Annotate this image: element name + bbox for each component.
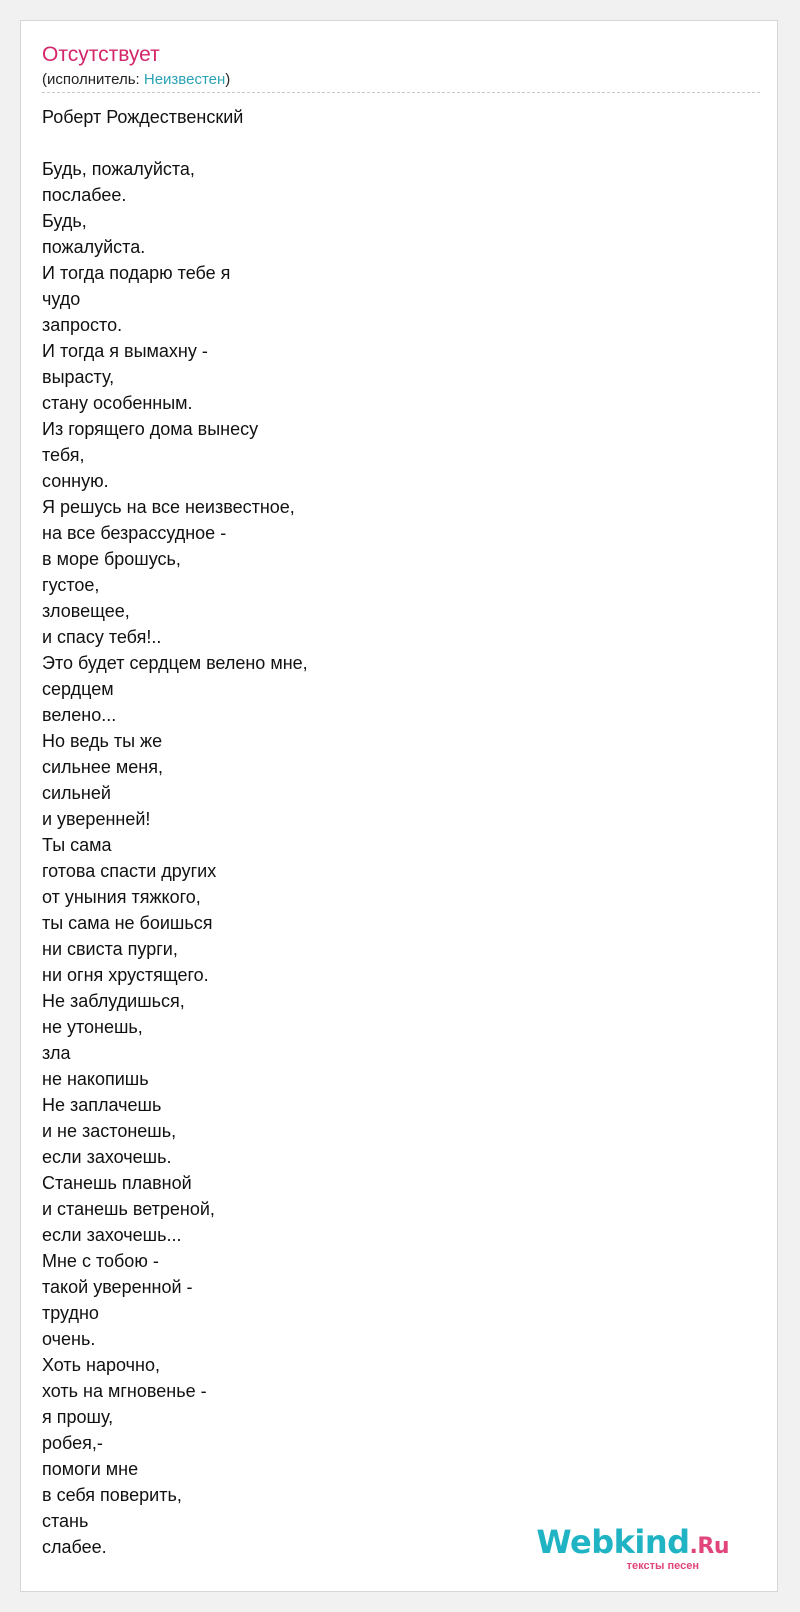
lyric-line: стань	[42, 1511, 89, 1531]
lyric-line: Из горящего дома вынесу	[42, 419, 259, 439]
lyric-line: на все безрассудное -	[42, 523, 227, 543]
lyric-line: в себя поверить,	[42, 1485, 182, 1505]
lyric-lines	[42, 156, 742, 1560]
lyric-line: запросто.	[42, 315, 123, 335]
lyric-line: Хоть нарочно,	[42, 1355, 160, 1375]
lyric-line: от уныния тяжкого,	[42, 887, 201, 907]
lyric-line: сонную.	[42, 471, 109, 491]
watermark-logo	[529, 1525, 729, 1564]
watermark-brand: Webkind	[536, 1523, 690, 1561]
lyric-line: и уверенней!	[42, 809, 151, 829]
lyric-line: Я решусь на все неизвестное,	[42, 497, 295, 517]
lyrics-card	[20, 20, 778, 1592]
lyric-line: И тогда я вымахну -	[42, 341, 208, 361]
watermark-tld: .Ru	[689, 1534, 729, 1559]
artist-prefix: (исполнитель:	[42, 71, 144, 88]
lyric-line: ни свиста пурги,	[42, 939, 178, 959]
lyric-line: и не застонешь,	[42, 1121, 177, 1141]
lyric-line: и спасу тебя!..	[42, 627, 162, 647]
lyric-line: вырасту,	[42, 367, 115, 387]
lyric-line: Станешь плавной	[42, 1173, 192, 1193]
lyric-line: Не заблудишься,	[42, 991, 185, 1011]
title-divider	[42, 92, 760, 93]
lyric-line: Будь, пожалуйста,	[42, 159, 195, 179]
lyric-line: Не заплачешь	[42, 1095, 162, 1115]
lyric-line: сильней	[42, 783, 111, 803]
lyric-line: такой уверенной -	[42, 1277, 193, 1297]
song-title: Отсутствует	[42, 43, 160, 66]
lyric-line: чудо	[42, 289, 81, 309]
lyric-line: Это будет сердцем велено мне,	[42, 653, 308, 673]
lyric-line: в море брошусь,	[42, 549, 181, 569]
lyric-line: сердцем	[42, 679, 114, 699]
artist-suffix: )	[225, 71, 231, 88]
lyric-line: не утонешь,	[42, 1017, 143, 1037]
lyric-line: хоть на мгновенье -	[42, 1381, 207, 1401]
lyric-line: Мне с тобою -	[42, 1251, 159, 1271]
lyric-line: зловещее,	[42, 601, 130, 621]
lyric-line: робея,-	[42, 1433, 103, 1453]
lyric-line: зла	[42, 1043, 71, 1063]
lyric-line: если захочешь.	[42, 1147, 172, 1167]
artist-line	[42, 71, 230, 89]
webkind-watermark	[529, 1523, 729, 1572]
lyric-line: не накопишь	[42, 1069, 149, 1089]
lyric-line: сильнее меня,	[42, 757, 163, 777]
lyric-line: И тогда подарю тебе я	[42, 263, 231, 283]
lyric-line: Но ведь ты же	[42, 731, 163, 751]
lyric-line: послабее.	[42, 185, 127, 205]
artist-link[interactable]: Неизвестен	[143, 71, 226, 88]
lyric-line: готова спасти других	[42, 861, 217, 881]
lyric-line: велено...	[42, 705, 117, 725]
lyric-line: Ты сама	[42, 835, 112, 855]
lyric-line: тебя,	[42, 445, 85, 465]
lyric-line: помоги мне	[42, 1459, 139, 1479]
lyric-line: очень.	[42, 1329, 96, 1349]
lyric-line: Будь,	[42, 211, 87, 231]
lyric-line: пожалуйста.	[42, 237, 146, 257]
lyric-line: густое,	[42, 575, 100, 595]
lyric-line: трудно	[42, 1303, 99, 1323]
watermark-tagline: тексты песен	[626, 1560, 699, 1572]
lyrics-body	[42, 104, 742, 1560]
lyric-line: слабее.	[42, 1537, 107, 1557]
lyric-line: стану особенным.	[42, 393, 193, 413]
lyric-line: ни огня хрустящего.	[42, 965, 209, 985]
lyric-line: и станешь ветреной,	[42, 1199, 215, 1219]
lyric-line: ты сама не боишься	[42, 913, 213, 933]
poem-author: Роберт Рождественский	[42, 107, 244, 127]
lyric-line: я прошу,	[42, 1407, 114, 1427]
lyric-line: если захочешь...	[42, 1225, 182, 1245]
